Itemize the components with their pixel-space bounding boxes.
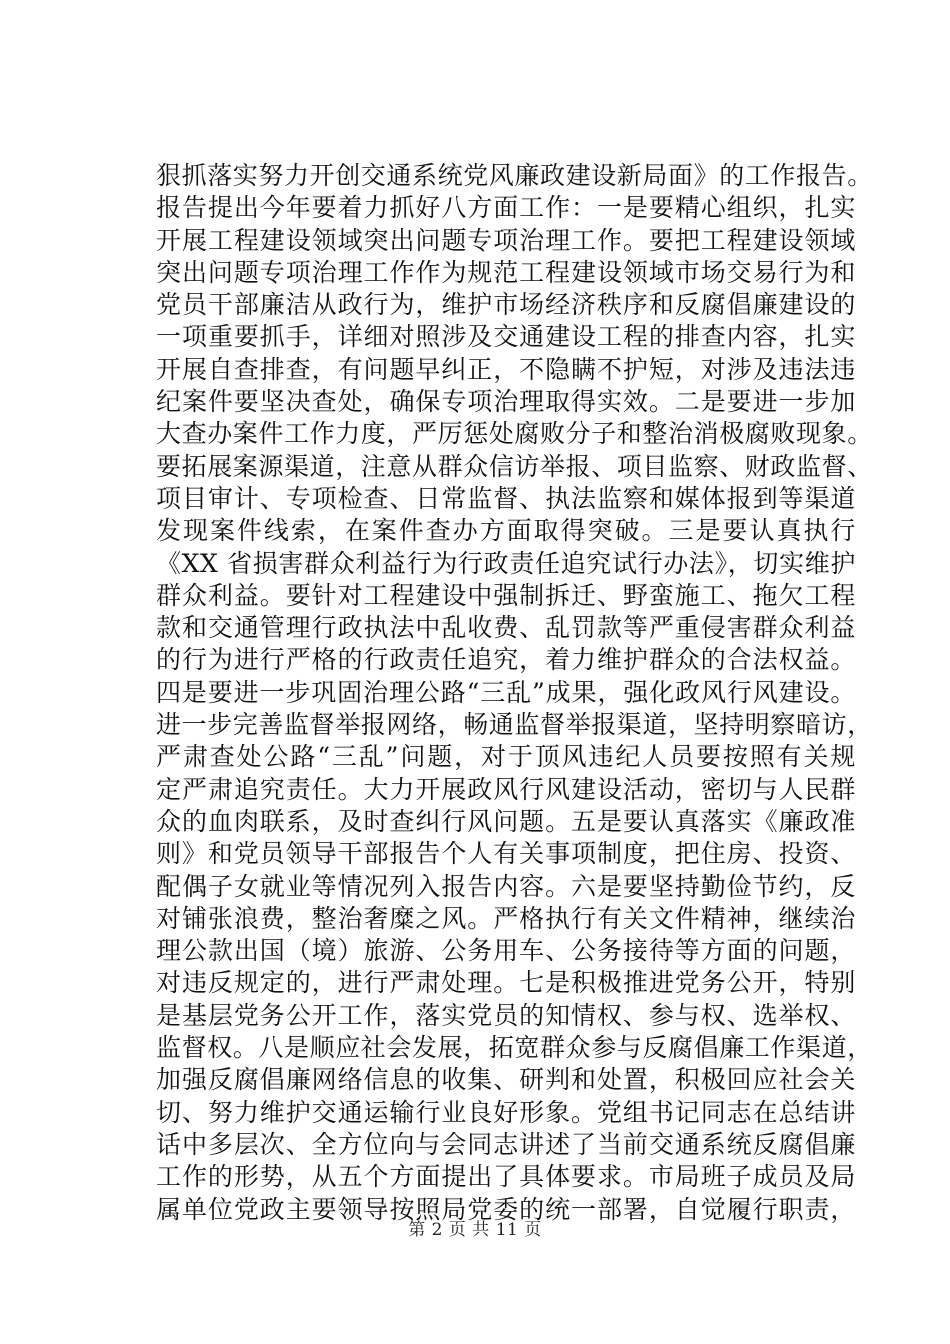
text-line: 项目审计、专项检查、日常监督、执法监察和媒体报到等渠道 bbox=[156, 483, 856, 513]
text-line: 开展工程建设领域突出问题专项治理工作。要把工程建设领域 bbox=[156, 225, 856, 255]
text-line: 是基层党务公开工作，落实党员的知情权、参与权、选举权、 bbox=[156, 1000, 856, 1030]
text-line: 切、努力维护交通运输行业良好形象。党组书记同志在总结讲 bbox=[156, 1097, 856, 1127]
text-line: 开展自查排查，有问题早纠正，不隐瞒不护短，对涉及违法违 bbox=[156, 354, 856, 384]
text-line: 突出问题专项治理工作作为规范工程建设领域市场交易行为和 bbox=[156, 257, 856, 287]
text-line: 发现案件线索，在案件查办方面取得突破。三是要认真执行 bbox=[156, 516, 856, 546]
text-line: 狠抓落实努力开创交通系统党风廉政建设新局面》的工作报告。 bbox=[156, 161, 873, 190]
text-line: 属单位党政主要领导按照局党委的统一部署，自觉履行职责， bbox=[156, 1194, 856, 1224]
text-line: 众的血肉联系，及时查纠行风问题。五是要认真落实《廉政准 bbox=[156, 806, 856, 836]
text-line: 党员干部廉洁从政行为，维护市场经济秩序和反腐倡廉建设的 bbox=[156, 290, 856, 320]
text-line: 报告提出今年要着力抓好八方面工作：一是要精心组织，扎实 bbox=[156, 193, 856, 223]
text-line: 话中多层次、全方位向与会同志讲述了当前交通系统反腐倡廉 bbox=[156, 1129, 856, 1159]
text-line: 《XX 省损害群众利益行为行政责任追究试行办法》，切实维护 bbox=[156, 548, 856, 578]
text-line: 四是要进一步巩固治理公路“三乱”成果，强化政风行风建设。 bbox=[156, 677, 856, 707]
page-number-label: 第 2 页 共 11 页 bbox=[408, 1220, 542, 1240]
text-line: 监督权。八是顺应社会发展，拓宽群众参与反腐倡廉工作渠道， bbox=[156, 1033, 873, 1063]
text-line: 进一步完善监督举报网络，畅通监督举报渠道，坚持明察暗访， bbox=[156, 710, 873, 740]
text-line: 群众利益。要针对工程建设中强制拆迁、野蛮施工、拖欠工程 bbox=[156, 580, 856, 610]
text-line: 对违反规定的，进行严肃处理。七是积极推进党务公开，特别 bbox=[156, 968, 856, 998]
text-line: 要拓展案源渠道，注意从群众信访举报、项目监察、财政监督、 bbox=[156, 451, 873, 481]
text-line: 纪案件要坚决查处，确保专项治理取得实效。二是要进一步加 bbox=[156, 387, 856, 417]
body-text bbox=[156, 160, 873, 1226]
text-line: 一项重要抓手，详细对照涉及交通建设工程的排查内容，扎实 bbox=[156, 322, 856, 352]
text-line: 大查办案件工作力度，严厉惩处腐败分子和整治消极腐败现象。 bbox=[156, 419, 873, 449]
text-line: 的行为进行严格的行政责任追究，着力维护群众的合法权益。 bbox=[156, 645, 856, 675]
text-line: 款和交通管理行政执法中乱收费、乱罚款等严重侵害群众利益 bbox=[156, 613, 856, 643]
text-line: 理公款出国（境）旅游、公务用车、公务接待等方面的问题， bbox=[156, 936, 856, 966]
text-line: 配偶子女就业等情况列入报告内容。六是要坚持勤俭节约，反 bbox=[156, 871, 856, 901]
text-line: 则》和党员领导干部报告个人有关事项制度，把住房、投资、 bbox=[156, 839, 856, 869]
text-line: 定严肃追究责任。大力开展政风行风建设活动，密切与人民群 bbox=[156, 774, 856, 804]
text-line: 对铺张浪费，整治奢糜之风。严格执行有关文件精神，继续治 bbox=[156, 903, 856, 933]
text-line: 严肃查处公路“三乱”问题，对于顶风违纪人员要按照有关规 bbox=[156, 742, 856, 772]
text-line: 加强反腐倡廉网络信息的收集、研判和处置，积极回应社会关 bbox=[156, 1065, 856, 1095]
text-line: 工作的形势，从五个方面提出了具体要求。市局班子成员及局 bbox=[156, 1162, 856, 1192]
page-footer bbox=[0, 1219, 950, 1241]
